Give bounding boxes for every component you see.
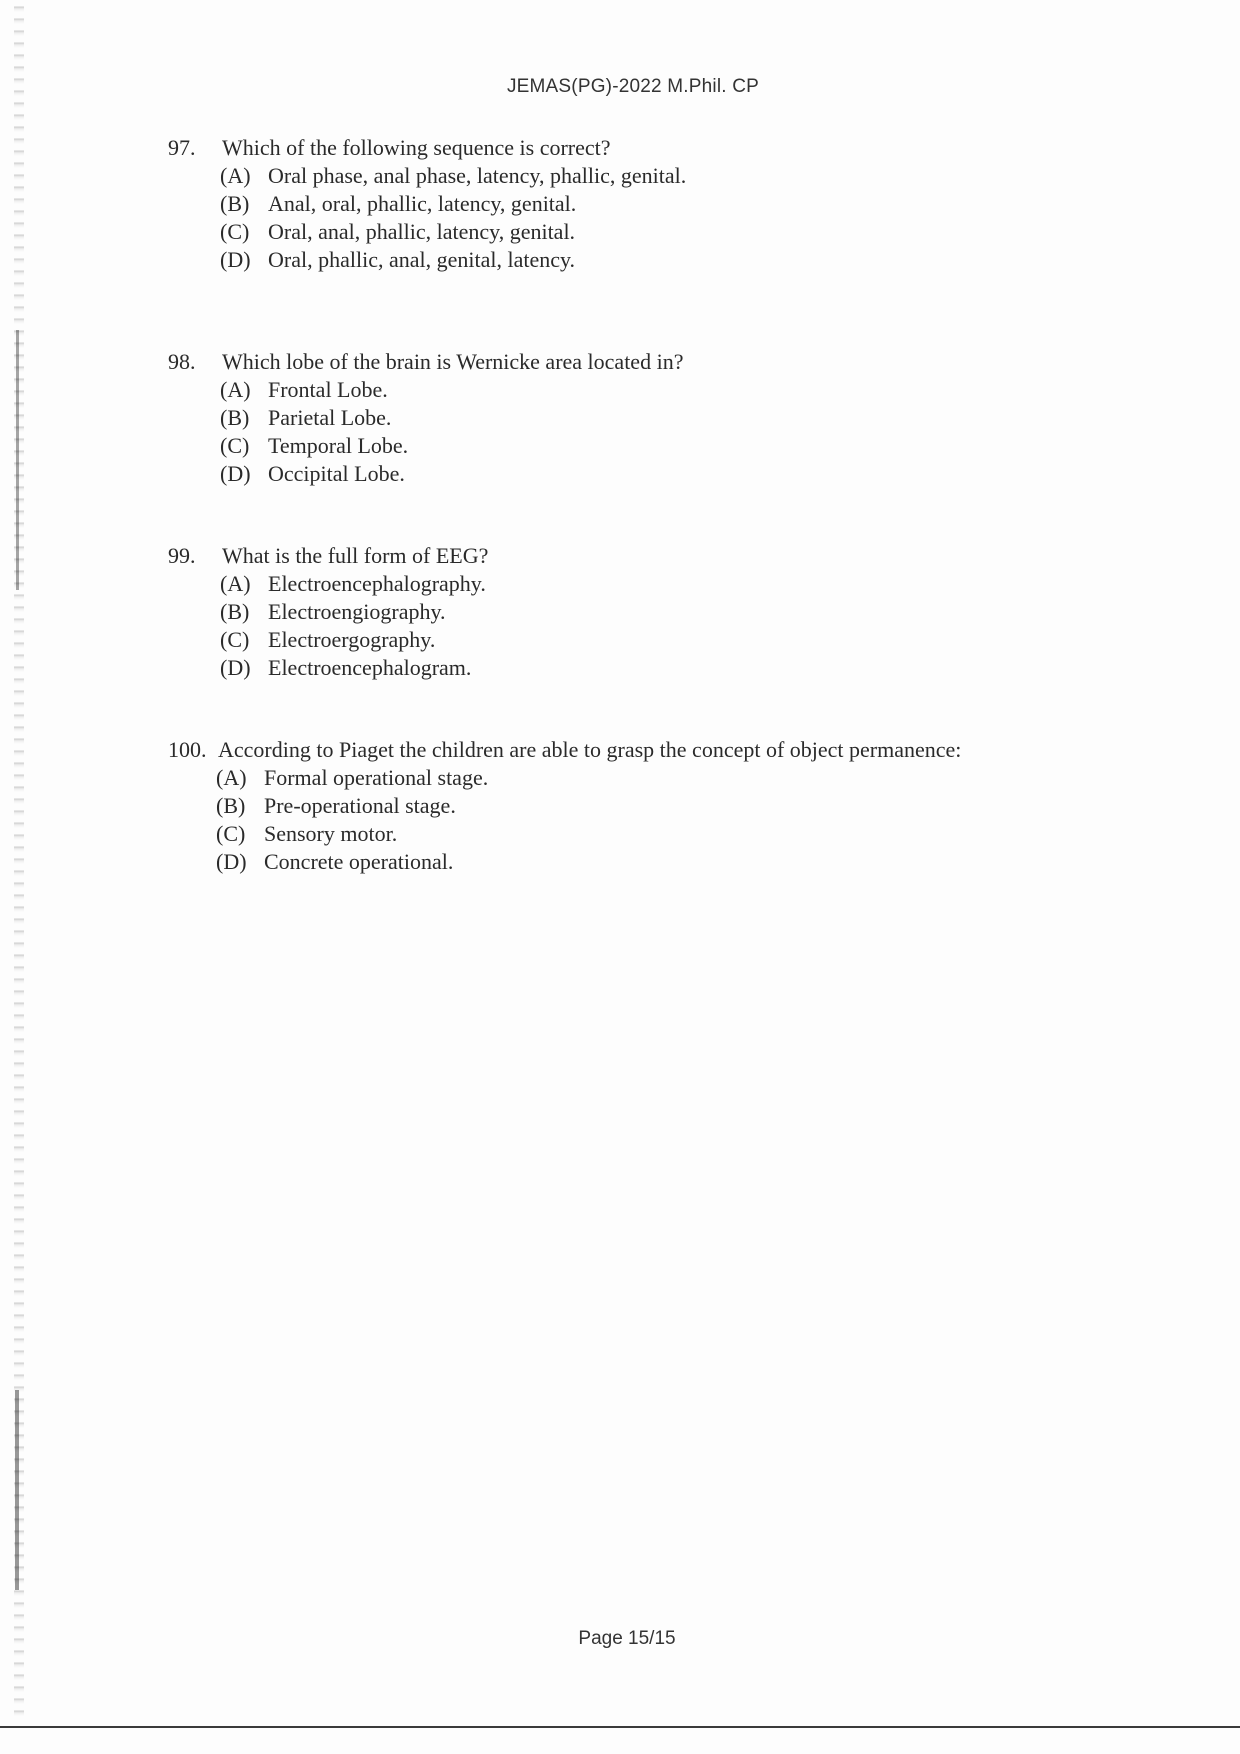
question-text: According to Piaget the children are able to grasp the concept of object permanence:: [218, 737, 962, 762]
option-c: [216, 820, 1168, 848]
option-label: (C): [220, 627, 250, 652]
option-label: (B): [216, 793, 246, 818]
question-text: Which of the following sequence is correct?: [222, 135, 611, 160]
option-text: Pre-operational stage.: [264, 793, 456, 818]
option-d: [220, 246, 1168, 274]
option-c: [220, 218, 1168, 246]
question-number: 98.: [168, 349, 196, 374]
question-stem: [168, 736, 1168, 764]
option-list: [168, 162, 1168, 274]
option-list: [168, 570, 1168, 682]
question-100: [168, 736, 1168, 876]
option-b: [220, 404, 1168, 432]
question-number: 97.: [168, 135, 196, 160]
scan-edge-artifact: [16, 330, 19, 590]
option-d: [220, 654, 1168, 682]
option-text: Oral phase, anal phase, latency, phallic, genital.: [268, 163, 687, 188]
option-b: [220, 598, 1168, 626]
page-number: Page 15/15: [578, 1628, 676, 1649]
option-text: Frontal Lobe.: [268, 377, 388, 402]
option-label: (C): [220, 433, 250, 458]
option-c: [220, 626, 1168, 654]
option-text: Temporal Lobe.: [268, 433, 409, 458]
page-bottom-rule: [0, 1726, 1240, 1728]
question-stem: [168, 348, 1168, 376]
option-text: Electroengiography.: [268, 599, 446, 624]
option-list: [168, 764, 1168, 876]
option-a: [220, 162, 1168, 190]
option-text: Oral, anal, phallic, latency, genital.: [268, 219, 576, 244]
option-label: (A): [216, 765, 247, 790]
option-label: (B): [220, 599, 250, 624]
option-b: [220, 190, 1168, 218]
scan-edge-artifact: [15, 1390, 19, 1590]
option-text: Electroencephalography.: [268, 571, 486, 596]
option-b: [216, 792, 1168, 820]
option-text: Sensory motor.: [264, 821, 398, 846]
question-stem: [168, 542, 1168, 570]
question-99: [168, 542, 1168, 682]
question-text: What is the full form of EEG?: [222, 543, 489, 568]
option-text: Oral, phallic, anal, genital, latency.: [268, 247, 576, 272]
option-text: Formal operational stage.: [264, 765, 489, 790]
option-label: (A): [220, 571, 251, 596]
question-number: 100.: [168, 737, 207, 762]
question-text: Which lobe of the brain is Wernicke area located in?: [222, 349, 684, 374]
option-label: (B): [220, 191, 250, 216]
option-a: [220, 570, 1168, 598]
option-label: (B): [220, 405, 250, 430]
option-label: (D): [220, 461, 251, 486]
question-stem: [168, 134, 1168, 162]
option-c: [220, 432, 1168, 460]
option-label: (D): [220, 247, 251, 272]
option-d: [220, 460, 1168, 488]
option-label: (A): [220, 163, 251, 188]
option-d: [216, 848, 1168, 876]
option-text: Parietal Lobe.: [268, 405, 392, 430]
option-label: (C): [216, 821, 246, 846]
option-text: Occipital Lobe.: [268, 461, 405, 486]
question-98: [168, 348, 1168, 488]
option-list: [168, 376, 1168, 488]
option-label: (D): [220, 655, 251, 680]
option-text: Concrete operational.: [264, 849, 454, 874]
option-label: (D): [216, 849, 247, 874]
question-number: 99.: [168, 543, 196, 568]
option-label: (C): [220, 219, 250, 244]
question-97: [168, 134, 1168, 274]
option-text: Electroergography.: [268, 627, 436, 652]
option-text: Electroencephalogram.: [268, 655, 472, 680]
option-label: (A): [220, 377, 251, 402]
option-a: [216, 764, 1168, 792]
option-text: Anal, oral, phallic, latency, genital.: [268, 191, 577, 216]
option-a: [220, 376, 1168, 404]
page-header: JEMAS(PG)-2022 M.Phil. CP: [506, 76, 760, 97]
